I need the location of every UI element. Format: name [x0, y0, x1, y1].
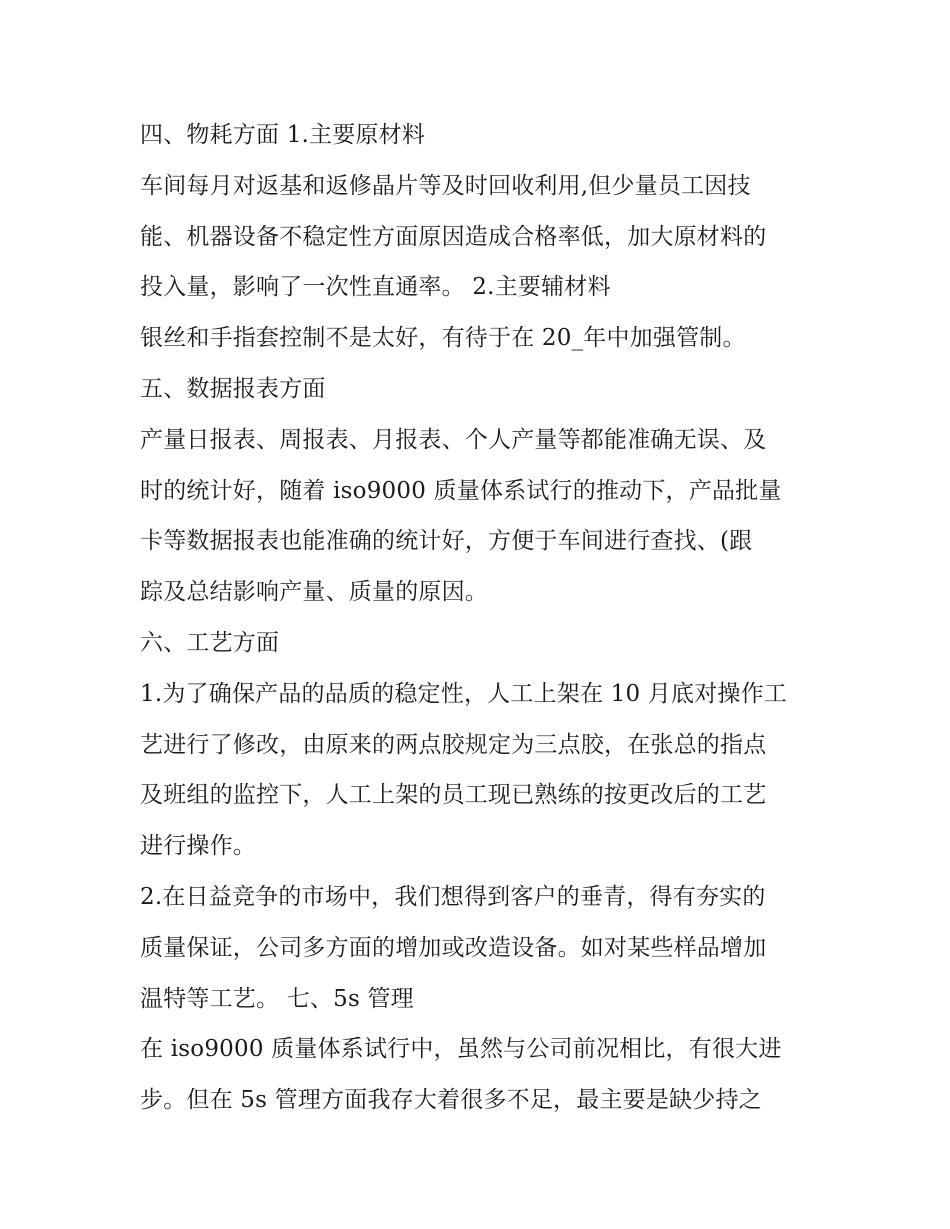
- paragraph-line: 1.为了确保产品的品质的稳定性，人工上架在 10 月底对操作工: [140, 680, 788, 707]
- paragraph-line: 产量日报表、周报表、月报表、个人产量等都能准确无误、及: [140, 426, 767, 453]
- paragraph-line: 质量保证，公司多方面的增加或改造设备。如对某些样品增加: [140, 934, 767, 961]
- section-heading-data-reports: 五、数据报表方面: [140, 375, 326, 402]
- paragraph-line: 时的统计好，随着 iso9000 质量体系试行的推动下，产品批量: [140, 477, 782, 504]
- paragraph-line: 步。但在 5s 管理方面我存大着很多不足，最主要是缺少持之: [140, 1087, 762, 1114]
- section-heading-process: 六、工艺方面: [140, 629, 280, 656]
- paragraph-line: 2.在日益竞争的市场中，我们想得到客户的垂青，得有夯实的: [140, 883, 766, 910]
- paragraph-line: 银丝和手指套控制不是太好，有待于在 20_年中加强管制。: [140, 325, 746, 352]
- paragraph-line: 卡等数据报表也能准确的统计好，方便于车间进行查找、(跟: [140, 528, 753, 555]
- paragraph-line: 温特等工艺。 七、5s 管理: [140, 985, 414, 1012]
- paragraph-line: 进行操作。: [140, 833, 256, 860]
- section-heading-material-consumption: 四、物耗方面 1.主要原材料: [140, 122, 426, 148]
- document-page: [140, 110, 820, 1126]
- paragraph-line: 车间每月对返基和返修晶片等及时回收利用,但少量员工因技: [140, 172, 751, 199]
- paragraph-line: 能、机器设备不稳定性方面原因造成合格率低，加大原材料的: [140, 223, 767, 250]
- paragraph-line: 踪及总结影响产量、质量的原因。: [140, 579, 488, 606]
- paragraph-line: 在 iso9000 质量体系试行中，虽然与公司前况相比，有很大进: [140, 1036, 782, 1063]
- paragraph-line: 投入量，影响了一次性直通率。 2.主要辅材料: [140, 274, 611, 301]
- paragraph-line: 及班组的监控下，人工上架的员工现已熟练的按更改后的工艺: [140, 782, 767, 809]
- paragraph-line: 艺进行了修改，由原来的两点胶规定为三点胶，在张总的指点: [140, 731, 767, 758]
